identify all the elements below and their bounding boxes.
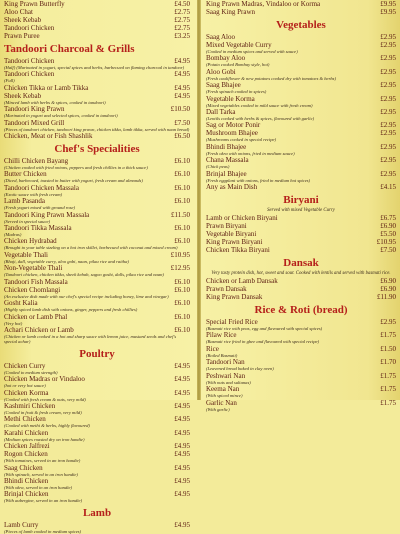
menu-item-description: (With okra, served in an iron handie) — [4, 484, 73, 490]
menu-item-price: £4.95 — [174, 450, 190, 459]
menu-item — [206, 222, 396, 230]
menu-item-description: (Basmati rice fried in ghee and flavoured with special recipe) — [206, 339, 320, 345]
menu-item — [206, 246, 396, 254]
menu-item-price: £9.95 — [380, 0, 396, 8]
menu-item-description: (Chicken cooked with fried onions, peppers and fresh chillies in a thick sauce) — [4, 165, 148, 171]
menu-item-name: King Prawn Dansak — [206, 293, 263, 302]
menu-item — [4, 8, 190, 16]
menu-item — [206, 293, 396, 301]
menu-item-price: £11.50 — [171, 210, 190, 219]
menu-item — [206, 183, 396, 191]
menu-item-description: (Cooked with methi & herbs, highly flavoured) — [4, 423, 90, 429]
menu-item-description: (An exclusive dish made with our chef's special recipe including honey, lime and vinegar) — [4, 293, 169, 299]
menu-item — [206, 399, 396, 407]
menu-item — [206, 331, 396, 339]
menu-item-name: Brinjal Bhajee — [206, 169, 247, 178]
dansak-list — [206, 277, 396, 301]
menu-item-name: Karahi Chicken — [4, 428, 49, 437]
menu-item-description: (Served in special sauce) — [4, 218, 51, 224]
menu-item — [206, 345, 396, 353]
menu-item-price: £12.95 — [170, 264, 190, 273]
menu-item-name: Keema Nan — [206, 385, 240, 394]
menu-item-price: £2.95 — [380, 156, 396, 165]
menu-item — [4, 362, 190, 370]
menu-item-price: £4.95 — [174, 83, 190, 92]
menu-item-name: Saag King Prawn — [206, 8, 255, 16]
menu-item-price: £6.10 — [174, 224, 190, 233]
menu-item-price: £6.10 — [174, 312, 190, 321]
menu-item-price: £3.25 — [174, 32, 190, 40]
menu-item-name: Peshwari Nan — [206, 371, 246, 380]
menu-item — [4, 286, 190, 294]
menu-item — [4, 24, 190, 32]
menu-item — [4, 157, 190, 165]
menu-item — [4, 415, 190, 423]
menu-item-name: Bhindi Chicken — [4, 476, 49, 485]
chefs-heading: Chef's Specialities — [54, 143, 140, 156]
menu-item-name: Gosht Kalia — [4, 299, 38, 308]
menu-item — [4, 450, 190, 458]
menu-item-price: £1.75 — [380, 331, 396, 340]
menu-item-description: (Highly spiced lamb dish with onions, ginger, peppers and fresh chillies) — [4, 307, 138, 313]
menu-item — [4, 105, 190, 113]
menu-item-description: (Pieces of lamb cooked in medium spices) — [4, 528, 82, 534]
dansak-heading: Dansak — [283, 257, 319, 270]
biryani-list — [206, 214, 396, 254]
menu-item-price: £2.75 — [174, 24, 190, 32]
menu-item-name: Aloo Chat — [4, 8, 33, 16]
menu-item — [206, 121, 396, 129]
menu-item — [206, 385, 396, 393]
menu-item-price: £6.10 — [174, 170, 190, 179]
menu-item — [4, 84, 190, 92]
menu-item-price: £6.10 — [174, 197, 190, 206]
chefs-list — [4, 157, 190, 345]
menu-item-price: £2.95 — [380, 41, 396, 49]
right-top-items — [206, 0, 396, 16]
menu-item-price: £2.75 — [174, 8, 190, 16]
menu-item-name: Pilaw Rice — [206, 331, 237, 340]
menu-item-price: £6.10 — [174, 285, 190, 294]
menu-item-name: Brinjal Chicken — [4, 490, 49, 499]
menu-item-name: Chana Massala — [206, 156, 249, 165]
menu-item-price: £1.75 — [380, 385, 396, 394]
menu-item-description: (Fresh yogurt mixed with ground rose) — [4, 205, 76, 211]
menu-item-description: (hot or very hot sauce) — [4, 383, 46, 389]
menu-item-description: (Fresh cauliflower & new potatoes cooked dry with tomatoes & herbs) — [206, 75, 336, 81]
menu-item-name: Sheek Kebab — [4, 91, 42, 100]
menu-item-price: £4.95 — [174, 463, 190, 472]
menu-item-name: Chicken Tikka Biryani — [206, 246, 270, 255]
menu-item-description: (Fresh spinach cooked in spices) — [206, 89, 267, 95]
menu-item-price: £4.95 — [174, 388, 190, 397]
menu-item-price: £9.95 — [380, 8, 396, 16]
menu-item — [4, 389, 190, 397]
menu-item-description: (Cooked in medium spices and served with sauce) — [206, 49, 298, 54]
menu-item-description: (With garlic) — [206, 406, 230, 412]
menu-item-price: £6.75 — [380, 214, 396, 223]
menu-item-price: £2.95 — [380, 318, 396, 327]
menu-item-price: £2.95 — [380, 33, 396, 41]
menu-item-price: £4.95 — [174, 415, 190, 424]
menu-item-description: (Chick peas) — [206, 164, 230, 170]
menu-item-description: (Pieces of tandoori chicken, tandoori king prawn, chicken tikka, lamb tikka, served with naan bread) — [4, 126, 190, 132]
menu-item-name: Garlic Nan — [206, 398, 237, 407]
menu-item-name: King Prawn Biryani — [206, 238, 263, 247]
menu-item-description: (With tomatoes, served in an iron handie) — [4, 458, 81, 464]
menu-item-name: Prawn Puree — [4, 32, 40, 40]
menu-item-name: Prawn Dansak — [206, 285, 247, 294]
menu-item — [206, 129, 396, 137]
menu-item-price: £6.90 — [380, 277, 396, 286]
menu-item — [206, 358, 396, 366]
menu-item — [4, 521, 190, 529]
menu-item-description: (Diced, barbecued, toasted in butter with yogurt, fresh cream and almonds) — [4, 178, 143, 184]
menu-item — [206, 95, 396, 103]
menu-item-name: Vegetable Biryani — [206, 230, 257, 239]
menu-item-price: £5.50 — [380, 230, 396, 239]
menu-item-price: £1.75 — [380, 398, 396, 407]
menu-item-price: £2.95 — [380, 108, 396, 117]
menu-item-name: Dall Tarka — [206, 108, 236, 117]
menu-item — [4, 224, 190, 232]
menu-item-price: £1.70 — [380, 358, 396, 367]
menu-item — [4, 326, 190, 334]
menu-item-name: Chicken or Lamb Dansak — [206, 277, 278, 286]
poultry-heading: Poultry — [79, 347, 115, 360]
menu-item — [4, 0, 190, 8]
menu-item — [4, 278, 190, 286]
menu-item-price: £2.95 — [380, 54, 396, 63]
menu-item-description: (With aubergine, served in an iron handie) — [4, 498, 83, 504]
menu-item — [4, 251, 190, 259]
menu-item — [206, 170, 396, 178]
tandoori-list — [4, 57, 190, 140]
page-spine — [197, 0, 201, 400]
menu-item — [4, 313, 190, 321]
menu-item-description: (Very hot) — [4, 320, 23, 326]
menu-item-name: Achari Chicken or Lamb — [4, 325, 74, 334]
menu-item-description: (Mushrooms cooked in special recipe) — [206, 137, 277, 143]
menu-item-name: Butter Chicken — [4, 170, 47, 179]
biryani-note: Served with mixed Vegetable Curry — [267, 208, 335, 214]
menu-item — [206, 230, 396, 238]
menu-item — [206, 41, 396, 49]
menu-item-description: (With spiced mince) — [206, 393, 243, 399]
menu-item-price: £6.10 — [174, 237, 190, 246]
menu-item-price: £4.95 — [174, 490, 190, 499]
menu-item-name: Chicken or Lamb Phal — [4, 312, 68, 321]
poultry-list — [4, 362, 190, 504]
menu-item-description: (Exotic sauce with fresh cream) — [4, 191, 63, 197]
menu-item — [206, 8, 396, 16]
menu-item — [206, 277, 396, 285]
menu-item-price: £4.95 — [174, 70, 190, 79]
menu-item-description: (Mixed vegetables cooked in mild sauce with fresh cream) — [206, 102, 313, 108]
menu-item-name: Tandoori Chicken — [4, 57, 55, 65]
menu-item — [4, 375, 190, 383]
menu-item-name: Tandoori King Prawn — [4, 105, 65, 114]
menu-item — [4, 264, 190, 272]
menu-item — [4, 490, 190, 498]
menu-item-price: £2.75 — [174, 16, 190, 24]
menu-item — [4, 237, 190, 245]
menu-item — [4, 132, 190, 140]
menu-item-price: £4.95 — [174, 57, 190, 65]
menu-item — [4, 477, 190, 485]
lamb-heading: Lamb — [82, 506, 112, 519]
menu-item-price: £7.50 — [380, 246, 396, 255]
menu-item-name: Rogon Chicken — [4, 450, 48, 459]
menu-item-name: Tandoori King Prawn Massala — [4, 210, 90, 219]
menu-item-name: Lamb Curry — [4, 520, 39, 529]
menu-item-description: (With nuts and sultanas) — [206, 379, 251, 385]
menu-item-price: £2.95 — [380, 94, 396, 103]
menu-item-price: £1.50 — [380, 344, 396, 353]
menu-item — [4, 32, 190, 40]
menu-item — [206, 0, 396, 8]
menu-item-name: Vegetable Korma — [206, 94, 255, 103]
menu-item-name: Chilli Chicken Bayang — [4, 157, 69, 166]
rice-heading: Rice & Roti (bread) — [254, 304, 348, 317]
menu-item — [4, 197, 190, 205]
menu-item-name: Prawn Biryani — [206, 222, 247, 231]
menu-item-price: £6.10 — [174, 325, 190, 334]
menu-item-name: Tandoori Nan — [206, 358, 245, 367]
menu-item-name: Bombay Aloo — [206, 54, 246, 63]
vegetables-heading: Vegetables — [276, 19, 326, 31]
menu-item-name: Bhindi Bhajee — [206, 142, 247, 151]
menu-item-price: £4.95 — [174, 476, 190, 485]
menu-item-price: £2.95 — [380, 142, 396, 151]
left-top-items — [4, 0, 190, 40]
menu-item-description: (Potato cooked Bombay style, hot) — [206, 62, 270, 68]
menu-item-description: (Cooked in fruit & fresh cream, very mild) — [4, 409, 82, 415]
menu-item-name: Chicken Curry — [4, 361, 46, 370]
menu-item-price: £6.90 — [380, 222, 396, 231]
menu-item-price: £6.10 — [174, 157, 190, 166]
dansak-note: Very tasty protein dish, hot, sweet and sour. Cooked with lentils and served with basmati rice. — [211, 271, 391, 277]
menu-item — [206, 143, 396, 151]
menu-item-name: Tandoori Chicken — [4, 70, 55, 79]
menu-item — [206, 156, 396, 164]
menu-item-description: (Tandoori chicken, chicken tikka, sheek kebab, sagoo gosht, dalls, pilau rice and naan) — [4, 272, 164, 278]
menu-item-price: £4.95 — [174, 401, 190, 410]
menu-item-price: £4.95 — [174, 375, 190, 384]
menu-item-name: Saag Chicken — [4, 463, 43, 472]
menu-item-name: Sheek Kebab — [4, 16, 42, 24]
menu-item-price: £6.10 — [174, 183, 190, 192]
menu-item-name: Sag or Motor Ponir — [206, 121, 261, 130]
menu-item-price: £6.90 — [380, 285, 396, 294]
menu-item-price: £4.95 — [174, 428, 190, 437]
menu-item-price: £4.15 — [380, 183, 396, 192]
menu-item-price: £10.95 — [170, 250, 190, 259]
menu-item-name: Rice — [206, 344, 219, 353]
menu-item-description: (Bhaji, dall, vegetable curry, aloo gobi, naan, pilau rice and raitha) — [4, 258, 129, 264]
menu-item — [4, 442, 190, 450]
menu-item-price: £6.10 — [174, 299, 190, 308]
menu-item — [206, 318, 396, 326]
menu-item-name: Aloo Gobi — [206, 67, 236, 76]
menu-item-description: (Brought to your table sizzling on a hot iron skillet, barbecued with coconut and mixed cream) — [4, 245, 178, 251]
menu-item-price: £4.95 — [174, 361, 190, 370]
menu-item-description: (Fresh okra with onions, fried in medium sauce) — [206, 150, 295, 156]
menu-item — [4, 211, 190, 219]
menu-item — [4, 57, 190, 65]
menu-item — [206, 81, 396, 89]
menu-item-description: (Boiled Basmati) — [206, 352, 238, 358]
menu-item-description: (Cooked to medium strength) — [4, 369, 58, 375]
menu-item — [206, 54, 396, 62]
menu-item-price: £10.95 — [376, 238, 396, 247]
menu-item-description: (Minced lamb with herbs & spices, cooked in tandoori) — [4, 99, 106, 105]
menu-item-price: £4.95 — [174, 520, 190, 529]
menu-item — [4, 92, 190, 100]
menu-item-description: (Medium spices roasted dry on iron handie) — [4, 436, 85, 442]
menu-item-name: Mixed Vegetable Curry — [206, 41, 272, 49]
menu-item — [4, 299, 190, 307]
menu-item-price: £6.10 — [174, 277, 190, 286]
menu-item-description: (Full) — [4, 78, 15, 84]
menu-item-description: (Half) (Marinated in yogurt, special spices and herbs, barbecued on flaming charcoal in tandoor) — [4, 65, 185, 70]
menu-item-description: (With spinach, served in an iron handie) — [4, 471, 78, 477]
menu-item-description: (Chicken or lamb cooked in a hot and sharp sauce with lemon juice, mustard seeds and chef's special achar) — [4, 333, 177, 345]
menu-item-price: £6.50 — [174, 132, 190, 141]
menu-item-description: (Basmati rice with peas, egg and flavoured with special spices) — [206, 326, 323, 332]
menu-item-name: Lamb Pasanda — [4, 197, 46, 206]
menu-item — [206, 68, 396, 76]
menu-item-name: Special Fried Rice — [206, 318, 258, 327]
tandoori-heading: Tandoori Charcoal & Grills — [4, 43, 135, 55]
menu-item-name: Tandoori Fish Massala — [4, 277, 68, 286]
menu-item-name: King Prawn Madras, Vindaloo or Korma — [206, 0, 321, 8]
menu-item-name: Lamb or Chicken Biryani — [206, 214, 278, 223]
menu-item — [4, 464, 190, 472]
menu-item — [206, 238, 396, 246]
menu-item — [4, 16, 190, 24]
menu-item-price: £2.95 — [380, 169, 396, 178]
biryani-heading: Biryani — [283, 194, 319, 207]
menu-item-description: (Fresh eggplant with onions, fried in medium hot spices) — [206, 177, 311, 183]
menu-item-price: £1.75 — [380, 371, 396, 380]
menu-item-description: (Cooked with fresh cream & nuts, very mild) — [4, 396, 86, 402]
menu-item — [206, 33, 396, 41]
menu-item — [4, 70, 190, 78]
menu-item-description: (Marinated in yogurt and selected spices, cooked in tandoori) — [4, 113, 118, 119]
menu-item-description: (Leavened bread baked in clay oven) — [206, 366, 274, 372]
menu-item-price: £2.95 — [380, 67, 396, 76]
menu-item-price: £4.95 — [174, 442, 190, 451]
menu-item-price: £2.95 — [380, 129, 396, 138]
menu-item — [206, 214, 396, 222]
menu-item-name: Methi Chicken — [4, 415, 46, 424]
menu-item-name: Kashmiri Chicken — [4, 401, 56, 410]
menu-item-description: (Madras) — [4, 232, 22, 238]
menu-item-name: Saag Bhajee — [206, 81, 241, 90]
menu-item — [4, 402, 190, 410]
rice-list — [206, 318, 396, 412]
menu-item-name: Vegetable Thali — [4, 250, 48, 259]
menu-item-price: £10.50 — [170, 105, 190, 114]
menu-item — [206, 372, 396, 380]
menu-item-name: Chicken Tikka or Lamb Tikka — [4, 83, 89, 92]
menu-item-name: Tandoori Tikka Massala — [4, 224, 72, 233]
menu-item-name: Tandoori Chicken Massala — [4, 183, 79, 192]
menu-item — [4, 170, 190, 178]
menu-item-price: £4.50 — [174, 0, 190, 8]
menu-item-name: Saag Aloo — [206, 33, 235, 41]
menu-item — [206, 108, 396, 116]
menu-item-price: £2.95 — [380, 121, 396, 130]
menu-item — [4, 184, 190, 192]
menu-item — [4, 429, 190, 437]
menu-item — [206, 285, 396, 293]
menu-item-price: £2.95 — [380, 81, 396, 90]
menu-item-name: Non-Vegetable Thali — [4, 264, 63, 273]
vegetables-list — [206, 33, 396, 191]
menu-item-name: Tandoori Chicken — [4, 24, 55, 32]
menu-item-name: Chicken Madras or Vindaloo — [4, 375, 85, 384]
menu-item-price: £7.50 — [174, 118, 190, 127]
left-column — [4, 0, 190, 534]
menu-item-name: Chicken Chomlangi — [4, 285, 61, 294]
menu-item-price: £4.95 — [174, 91, 190, 100]
menu-item-name: Chicken Korma — [4, 388, 49, 397]
menu-item-name: Chicken Jalfrezi — [4, 442, 50, 451]
menu-item-name: Tandoori Mixed Grill — [4, 118, 65, 127]
menu-item-name: Mushroom Bhajee — [206, 129, 258, 138]
lamb-list — [4, 521, 190, 534]
right-column — [206, 0, 396, 412]
menu-item-name: Chicken, Meat or Fish Shashlik — [4, 132, 93, 141]
menu-item-name: Chicken Hydrabad — [4, 237, 57, 246]
menu-item-description: (Lentils cooked with herbs & spices, flavoured with garlic) — [206, 116, 315, 122]
menu-item-name: Any as Main Dish — [206, 183, 258, 192]
menu-item — [4, 119, 190, 127]
menu-item-price: £11.90 — [377, 293, 396, 302]
menu-item-name: King Prawn Butterfly — [4, 0, 65, 8]
